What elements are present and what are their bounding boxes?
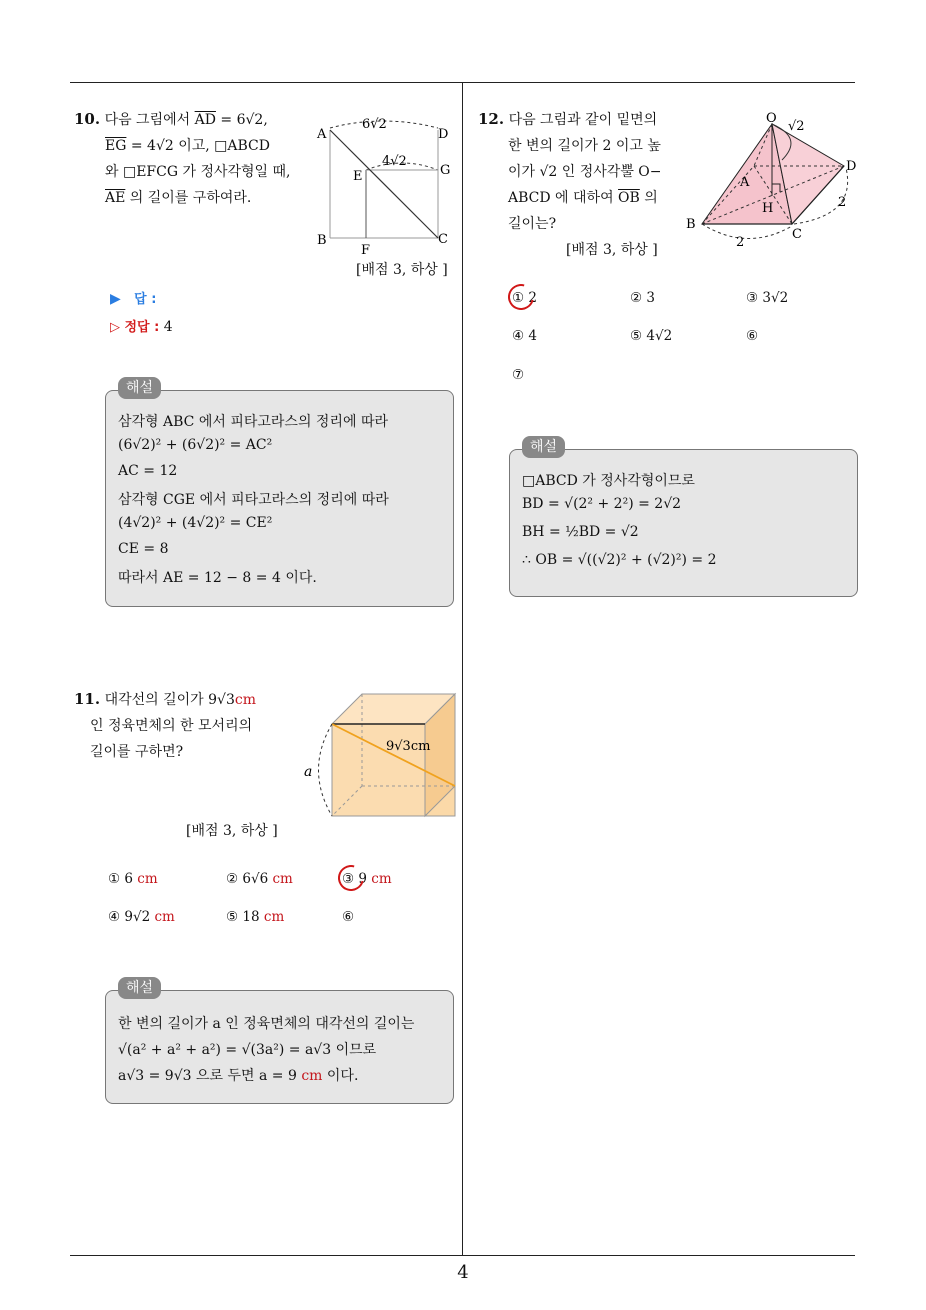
q12-point-O: O [766, 111, 777, 126]
q12-line4: ABCD 에 대하여 $\overline{OB}$ 의 [508, 190, 658, 206]
q12-sol-line1: □ABCD 가 정사각형이므로 [522, 473, 695, 489]
q12-line5: 길이는? [508, 216, 557, 232]
question-12 [478, 106, 662, 237]
q11-sol-line3: a√3 = 9√3 으로 두면 a = 9 cm 이다. [118, 1068, 359, 1084]
q10-answer: ▶ 답 : [110, 291, 157, 307]
q11-label-edge: a [304, 764, 313, 780]
q10-sol-line3: AC = 12 [118, 463, 178, 479]
q12-solution-box [509, 449, 858, 597]
q12-choice-7[interactable]: ⑦ [512, 367, 525, 383]
q11-line2: 인 정육면체의 한 모서리의 [90, 718, 253, 734]
q10-point-C: C [438, 232, 448, 247]
q10-point-B: B [317, 233, 327, 248]
q12-solution-tag: 해설 [522, 436, 565, 458]
outline-arrow-icon: ▷ [110, 320, 120, 335]
q12-selected-mark [503, 279, 539, 315]
q10-point-A: A [317, 127, 327, 142]
q10-point-G: G [440, 163, 451, 178]
q10-line1: 10. 다음 그림에서 $\overline{AD} = 6√2$, [74, 110, 268, 128]
q12-line2: 한 변의 길이가 2 이고 높 [508, 138, 661, 154]
q12-point-C: C [792, 227, 802, 242]
q12-label-edge-right: 2 [838, 195, 847, 210]
question-11 [74, 686, 256, 765]
question-10 [74, 106, 291, 211]
q11-selected-mark [333, 860, 369, 896]
q10-sol-line7: 따라서 AE = 12 − 8 = 4 이다. [118, 570, 317, 586]
q11-number: 11. [74, 690, 101, 708]
q12-line1: 12. 다음 그림과 같이 밑면의 [478, 110, 658, 128]
q12-point-D: D [846, 159, 857, 174]
q11-line3: 길이를 구하면? [90, 744, 184, 760]
q11-cube-figure [300, 688, 460, 820]
q12-point-B: B [686, 217, 696, 232]
q10-label-mid: 4√2 [382, 154, 407, 169]
q11-choice-1[interactable]: ① 6 cm [108, 871, 158, 887]
q10-sol-line6: CE = 8 [118, 541, 169, 557]
q12-sol-line3: BH = ½BD = √2 [522, 524, 639, 540]
play-arrow-icon: ▶ [110, 291, 121, 307]
q10-correct-answer: ▷ 정답 : 4 [110, 319, 173, 335]
q12-number: 12. [478, 110, 505, 128]
q11-sol-line1: 한 변의 길이가 a 인 정육면체의 대각선의 길이는 [118, 1016, 415, 1032]
q11-label-diagonal: 9√3cm [386, 739, 431, 754]
q10-line2: $\overline{EG} = 4√2$ 이고, □ABCD [105, 138, 270, 154]
q11-solution-tag: 해설 [118, 977, 161, 999]
q10-sol-line4: 삼각형 CGE 에서 피타고라스의 정리에 따라 [118, 492, 389, 508]
q12-pyramid-figure [682, 110, 860, 250]
q11-line1: 11. 대각선의 길이가 9√3cm [74, 690, 257, 708]
q12-choice-4[interactable]: ④ 4 [512, 328, 537, 344]
q12-line3: 이가 √2 인 정사각뿔 O− [508, 164, 662, 180]
q12-sol-line4: ∴ OB = √((√2)² + (√2)²) = 2 [522, 552, 717, 568]
q10-figure [312, 110, 460, 258]
q11-sol-line2: √(a² + a² + a²) = √(3a²) = a√3 이므로 [118, 1042, 377, 1058]
q11-solution-box [105, 990, 454, 1104]
q10-sol-line2: (6√2)² + (6√2)² = AC² [118, 437, 273, 453]
q11-score: [배점 3, 하상 ] [186, 823, 278, 839]
q10-line3: 와 □EFCG 가 정사각형일 때, [105, 164, 291, 180]
q12-choice-3[interactable]: ③ 3√2 [746, 290, 789, 306]
q10-point-D: D [438, 127, 449, 142]
q10-solution-tag: 해설 [118, 377, 161, 399]
q12-point-H: H [762, 201, 774, 216]
q10-sol-line5: (4√2)² + (4√2)² = CE² [118, 515, 273, 531]
page-number: 4 [457, 1262, 469, 1283]
q10-number: 10. [74, 110, 101, 128]
q12-choice-5[interactable]: ⑤ 4√2 [630, 328, 673, 344]
q11-choice-4[interactable]: ④ 9√2 cm [108, 909, 175, 925]
q12-label-edge-bottom: 2 [736, 235, 745, 250]
q10-point-E: E [353, 169, 363, 184]
q11-choice-5[interactable]: ⑤ 18 cm [226, 909, 285, 925]
q11-choice-3[interactable]: ③ 9 cm [342, 871, 392, 887]
q11-choice-6[interactable]: ⑥ [342, 909, 355, 925]
bottom-rule [70, 1255, 855, 1256]
q10-label-top: 6√2 [362, 117, 387, 132]
q11-choice-2[interactable]: ② 6√6 cm [226, 871, 293, 887]
q12-score: [배점 3, 하상 ] [566, 242, 658, 258]
q10-point-F: F [361, 243, 371, 258]
q12-choice-2[interactable]: ② 3 [630, 290, 655, 306]
q12-label-height: √2 [788, 119, 805, 134]
q12-choice-1[interactable]: ① 2 [512, 290, 537, 306]
q10-score: [배점 3, 하상 ] [356, 262, 448, 278]
q10-solution-box [105, 390, 454, 607]
q12-sol-line2: BD = √(2² + 2²) = 2√2 [522, 496, 682, 512]
q12-choice-6[interactable]: ⑥ [746, 328, 759, 344]
column-divider [462, 82, 463, 1256]
q12-point-A: A [740, 175, 750, 190]
q10-sol-line1: 삼각형 ABC 에서 피타고라스의 정리에 따라 [118, 414, 389, 430]
q10-line4: $\overline{AE}$ 의 길이를 구하여라. [105, 190, 252, 206]
